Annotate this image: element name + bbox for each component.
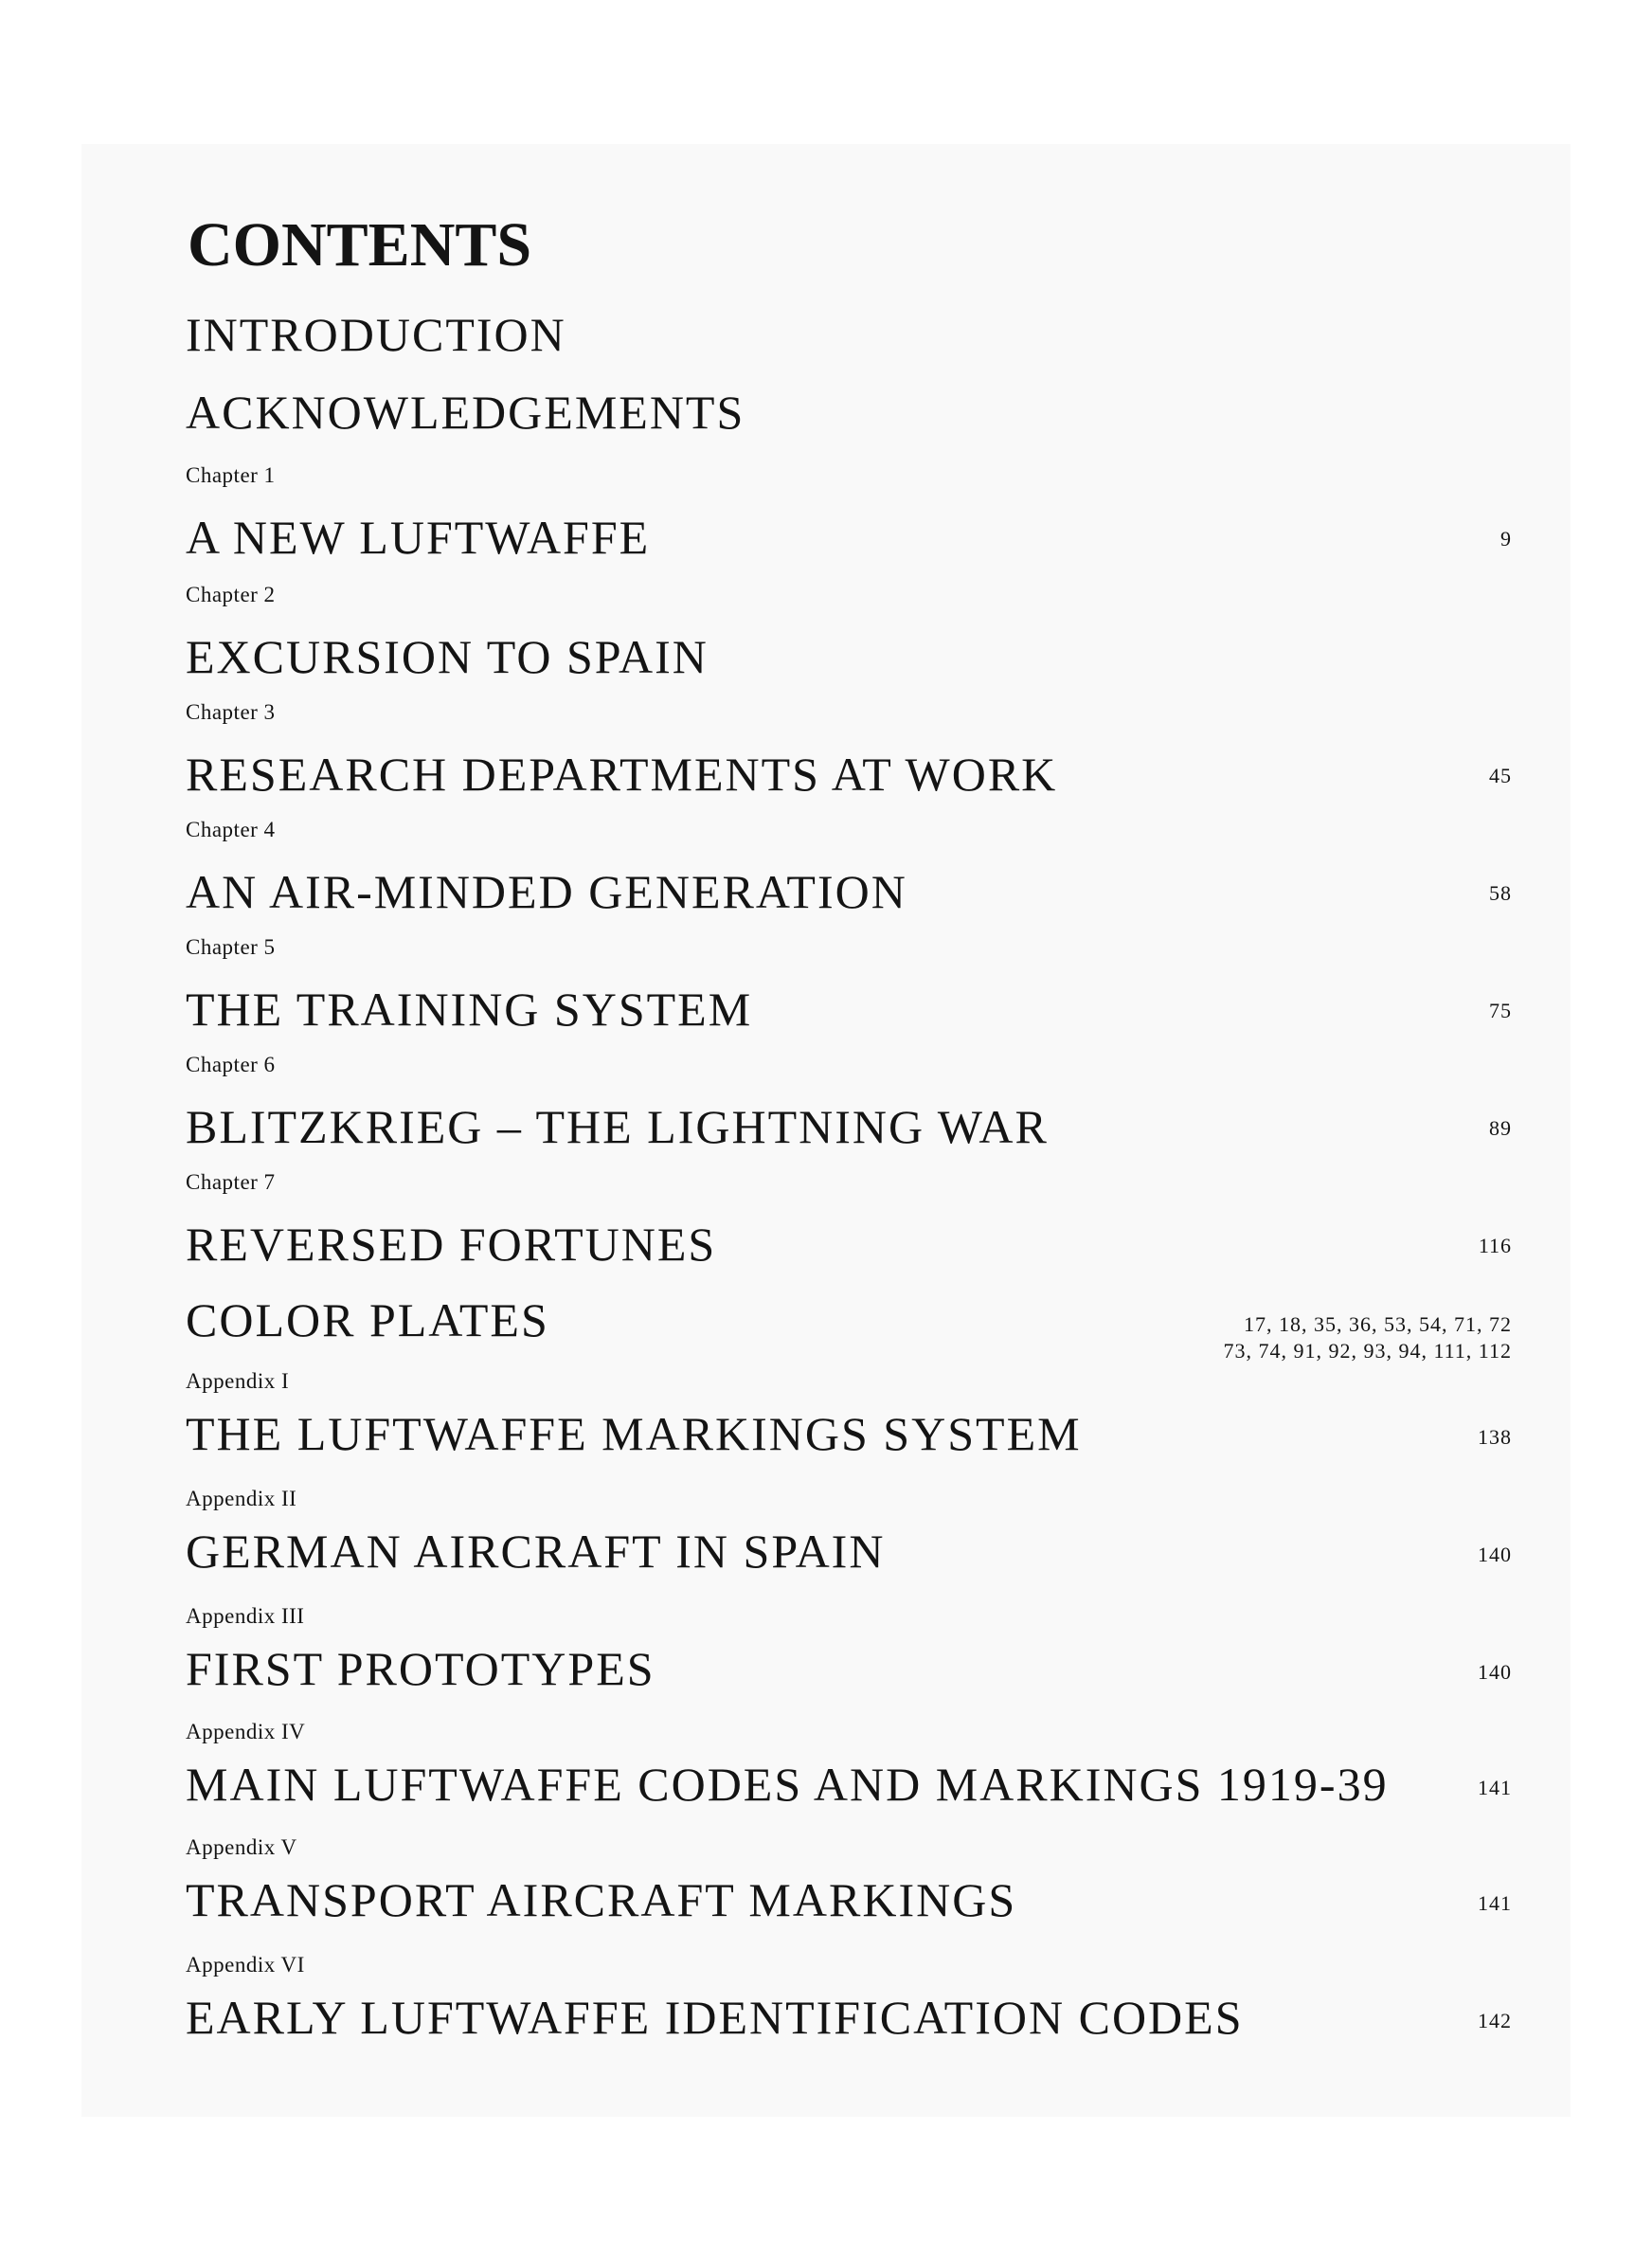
entry-heading: INTRODUCTION <box>186 308 566 361</box>
entry-page-number: 138 <box>1478 1425 1512 1449</box>
entry-label: Chapter 4 <box>186 818 276 841</box>
entry-heading: COLOR PLATES <box>186 1293 549 1346</box>
entry-label: Chapter 1 <box>186 463 276 487</box>
entry-heading: MAIN LUFTWAFFE CODES AND MARKINGS 1919-39 <box>186 1758 1389 1811</box>
entry-label: Appendix V <box>186 1835 297 1859</box>
entry-heading: THE TRAINING SYSTEM <box>186 983 753 1036</box>
entry-label: Chapter 5 <box>186 935 276 959</box>
entry-label: Appendix VI <box>186 1953 305 1977</box>
entry-label: Appendix I <box>186 1369 290 1393</box>
entry-heading: THE LUFTWAFFE MARKINGS SYSTEM <box>186 1407 1082 1460</box>
color-plates-page-list <box>1223 1311 1512 1363</box>
entry-heading: A NEW LUFTWAFFE <box>186 511 651 564</box>
entry-heading: EARLY LUFTWAFFE IDENTIFICATION CODES <box>186 1991 1244 2044</box>
entry-heading: EXCURSION TO SPAIN <box>186 630 709 683</box>
entry-label: Chapter 6 <box>186 1053 276 1076</box>
entry-label: Appendix II <box>186 1487 297 1510</box>
entry-label: Appendix III <box>186 1604 305 1628</box>
entry-page-number: 142 <box>1478 2009 1512 2032</box>
entry-page-number: 141 <box>1478 1776 1512 1799</box>
entry-heading: TRANSPORT AIRCRAFT MARKINGS <box>186 1873 1017 1926</box>
entry-page-number: 75 <box>1489 999 1512 1022</box>
entry-label: Chapter 2 <box>186 583 276 606</box>
entry-page-number: 58 <box>1489 881 1512 905</box>
entry-label: Appendix IV <box>186 1720 306 1743</box>
entry-page-number: 9 <box>1500 527 1512 551</box>
entry-heading: REVERSED FORTUNES <box>186 1218 717 1271</box>
entry-page-number: 140 <box>1478 1543 1512 1566</box>
entry-heading: ACKNOWLEDGEMENTS <box>186 386 745 439</box>
entry-page-number: 141 <box>1478 1891 1512 1915</box>
entry-heading: RESEARCH DEPARTMENTS AT WORK <box>186 748 1058 801</box>
entry-heading: BLITZKRIEG – THE LIGHTNING WAR <box>186 1100 1049 1153</box>
entry-page-number: 116 <box>1478 1234 1512 1257</box>
entry-page-number: 140 <box>1478 1660 1512 1684</box>
entry-page-number: 45 <box>1489 764 1512 787</box>
contents-title: CONTENTS <box>188 210 532 280</box>
entry-label: Chapter 3 <box>186 700 276 724</box>
entry-heading: GERMAN AIRCRAFT IN SPAIN <box>186 1525 886 1578</box>
entry-heading: AN AIR-MINDED GENERATION <box>186 865 907 918</box>
entry-heading: FIRST PROTOTYPES <box>186 1642 655 1695</box>
entry-label: Chapter 7 <box>186 1170 276 1194</box>
table-of-contents <box>186 0 1512 2257</box>
color-plates-pages-line-2: 73, 74, 91, 92, 93, 94, 111, 112 <box>1223 1338 1512 1363</box>
entry-page-number: 89 <box>1489 1116 1512 1140</box>
color-plates-pages-line-1: 17, 18, 35, 36, 53, 54, 71, 72 <box>1244 1312 1512 1336</box>
